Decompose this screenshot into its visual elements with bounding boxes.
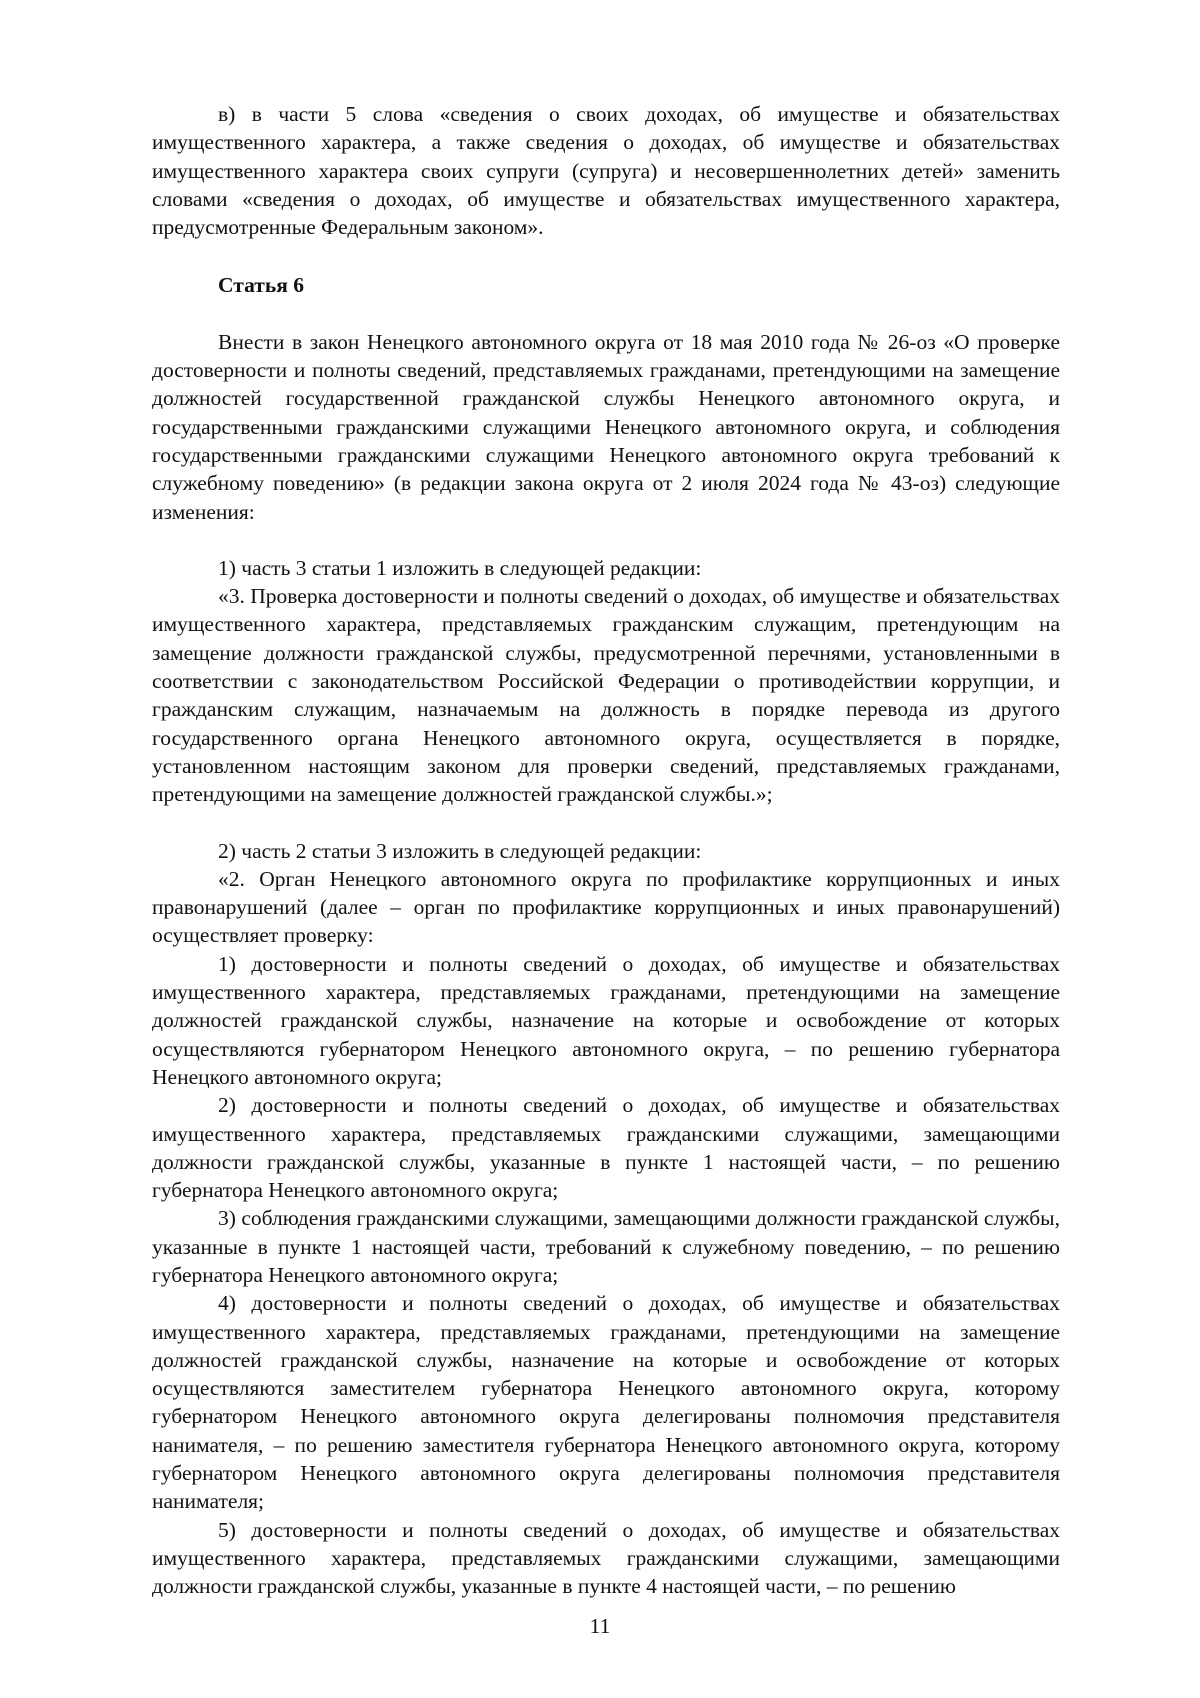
subitem-3: 3) соблюдения гражданскими служащими, замещающими должности гражданской службы, указанные в пункте 1 настоящей части, требований к служебному поведению, – по решению губернатора Ненецкого автономного округа; <box>152 1206 1060 1287</box>
subitem-1: 1) достоверности и полноты сведений о доходах, об имуществе и обязательствах имущественного характера, представляемых гражданами, претендующими на замещение должностей гражданской службы, назначение на которые и освобождение от которых осуществляются губернатором Ненецкого автономного округа, – по решению губернатора Ненецкого автономного округа; <box>152 951 1060 1089</box>
item-2-text: «2. Орган Ненецкого автономного округа по профилактике коррупционных и иных правонарушений (далее – орган по профилактике коррупционных и иных правонарушений) осуществляет проверку: <box>152 866 1060 948</box>
subitem-2: 2) достоверности и полноты сведений о доходах, об имуществе и обязательствах имущественного характера, представляемых гражданскими служащими, замещающими должности гражданской службы, указанные в пункте 1 настоящей части, – по решению губернатора Ненецкого автономного округа; <box>152 1093 1060 1203</box>
article-heading: Статья 6 <box>218 273 304 298</box>
paragraph-amendment-v: в) в части 5 слова «сведения о своих доходах, об имуществе и обязательствах имущественного характера, а также сведения о доходах, об имуществе и обязательствах имущественного характера своих супруги (супруга) и несовершеннолетних детей» заменить словами «сведения о доходах, об имуществе и обязательствах имущественного характера, предусмотренные Федеральным законом». <box>152 102 1060 240</box>
subitem-4: 4) достоверности и полноты сведений о доходах, об имуществе и обязательствах имущественного характера, представляемых гражданами, претендующими на замещение должностей гражданской службы, назначение на которые и освобождение от которых осуществляются заместителем губернатора Ненецкого автономного округа, которому губернатором Ненецкого автономного округа делегированы полномочия представителя нанимателя, – по решению заместителя губернатора Ненецкого автономного округа, которому губернатором Ненецкого автономного округа делегированы полномочия представителя нанимателя; <box>152 1291 1060 1514</box>
article-intro: Внести в закон Ненецкого автономного округа от 18 мая 2010 года № 26-оз «О проверке достоверности и полноты сведений, представляемых гражданами, претендующими на замещение должностей государственной гражданской службы Ненецкого автономного округа, и государственными гражданскими служащими Ненецкого автономного округа, и соблюдения государственными гражданскими служащими Ненецкого автономного округа требований к служебному поведению» (в редакции закона округа от 2 июля 2024 года № 43-оз) следующие изменения: <box>152 329 1060 524</box>
item-2-lead: 2) часть 2 статьи 3 изложить в следующей редакции: <box>218 838 702 863</box>
subitem-5: 5) достоверности и полноты сведений о доходах, об имуществе и обязательствах имущественного характера, представляемых гражданскими служащими, замещающими должности гражданской службы, указанные в пункте 4 настоящей части, – по решению <box>152 1517 1060 1599</box>
item-1-lead: 1) часть 3 статьи 1 изложить в следующей редакции: <box>218 555 702 580</box>
page-number: 11 <box>589 1614 611 1638</box>
document-body <box>152 100 1060 1601</box>
item-1-text: «3. Проверка достоверности и полноты сведений о доходах, об имуществе и обязательствах имущественного характера, представляемых гражданским служащим, претендующим на замещение должности гражданской службы, предусмотренной перечнями, установленными в соответствии с законодательством Российской Федерации о противодействии коррупции, и гражданским служащим, назначаемым на должность в порядке перевода из другого государственного органа Ненецкого автономного округа, осуществляется в порядке, установленном настоящим законом для проверки сведений, представляемых гражданами, претендующими на замещение должностей гражданской службы.»; <box>152 584 1060 807</box>
